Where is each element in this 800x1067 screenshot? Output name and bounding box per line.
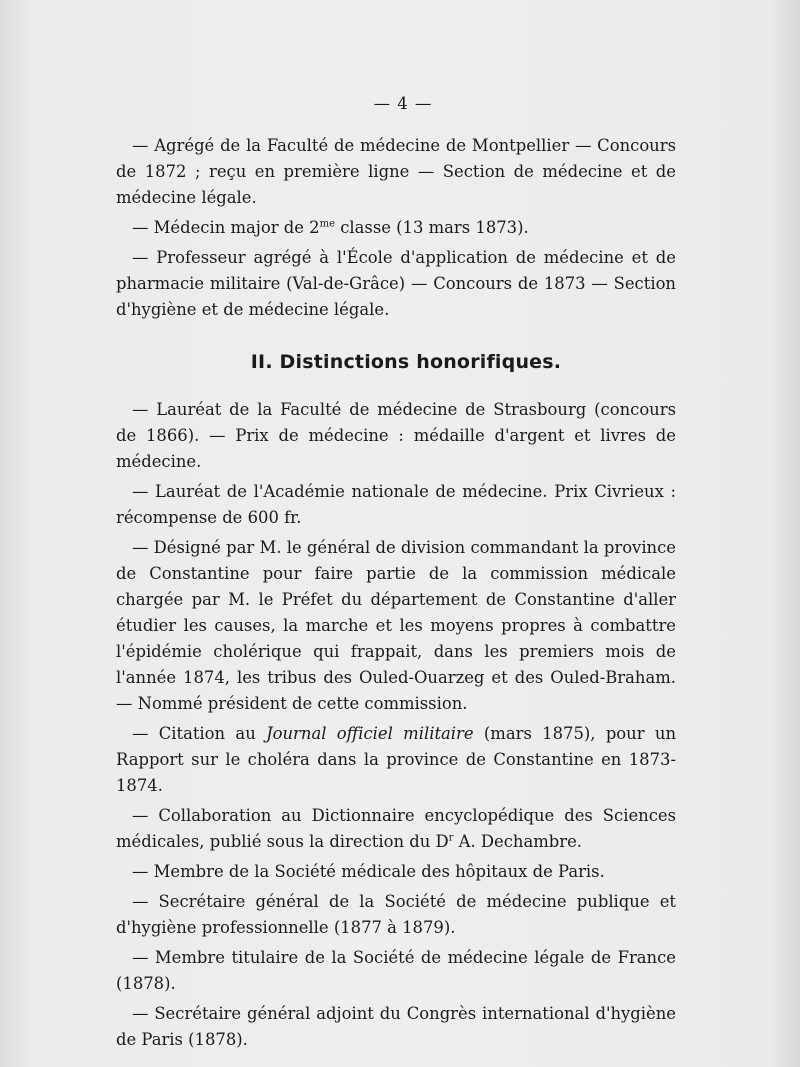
- text-run: — Médecin major de 2: [132, 218, 320, 237]
- page-number: — 4 —: [373, 94, 433, 113]
- paragraph-societe-hopitaux: — Membre de la Société médicale des hôpitaux de Paris.: [132, 862, 605, 881]
- paragraph-secretaire-general: — Secrétaire général de la Société de médecine publique et d'hygiène professionnelle (1877 à 1879).: [116, 892, 676, 937]
- section-heading: II. Distinctions honorifiques.: [250, 351, 562, 373]
- text-run: (mars 1875), pour un Rapport sur le choléra dans la province de Constantine en 1873-1874.: [116, 724, 676, 795]
- paragraph-commission-constantine: — Désigné par M. le général de division commandant la province de Constantine pour faire partie de la commission médicale chargée par M. le Préfet du département de Constantine d'aller étudier les causes, la marche et les moyens propres à combattre l'épidémie cholérique qui frappait, dans les premiers mois de l'année 1874, les tribus des Ouled-Ouarzeg et des Ouled-Braham. — Nommé président de cette commission.: [116, 538, 676, 713]
- text-block: [116, 91, 676, 1057]
- superscript: me: [319, 218, 336, 230]
- text-run: — Citation au: [132, 724, 267, 743]
- paragraph-laureat-academie: — Lauréat de l'Académie nationale de médecine. Prix Civrieux : récompense de 600 fr.: [116, 482, 676, 527]
- paragraph-citation-journal: [116, 721, 676, 799]
- text-run: — Collaboration au Dictionnaire encyclopédique des Sciences médicales, publié sous la direction du D: [116, 806, 676, 851]
- paragraph-professeur-agrege: — Professeur agrégé à l'École d'application de médecine et de pharmacie militaire (Val-de-Grâce) — Concours de 1873 — Section d'hygiène et de médecine légale.: [116, 248, 676, 319]
- paragraph-membre-titulaire: — Membre titulaire de la Société de médecine légale de France (1878).: [116, 948, 676, 993]
- paragraph-dictionnaire: [116, 803, 676, 855]
- text-run: classe (13 mars 1873).: [335, 218, 529, 237]
- text-run: A. Dechambre.: [453, 832, 583, 851]
- paragraph-laureat-strasbourg: — Lauréat de la Faculté de médecine de Strasbourg (concours de 1866). — Prix de médecine : médaille d'argent et livres de médecine.: [116, 400, 676, 471]
- journal-title: Journal officiel militaire: [266, 724, 474, 743]
- superscript: r: [448, 832, 454, 844]
- paragraph-secretaire-adjoint: — Secrétaire général adjoint du Congrès international d'hygiène de Paris (1878).: [116, 1004, 676, 1049]
- paragraph-agrege-montpellier: — Agrégé de la Faculté de médecine de Montpellier — Concours de 1872 ; reçu en première ligne — Section de médecine et de médecine légale.: [116, 136, 676, 207]
- paragraph-medecin-major: [116, 215, 676, 241]
